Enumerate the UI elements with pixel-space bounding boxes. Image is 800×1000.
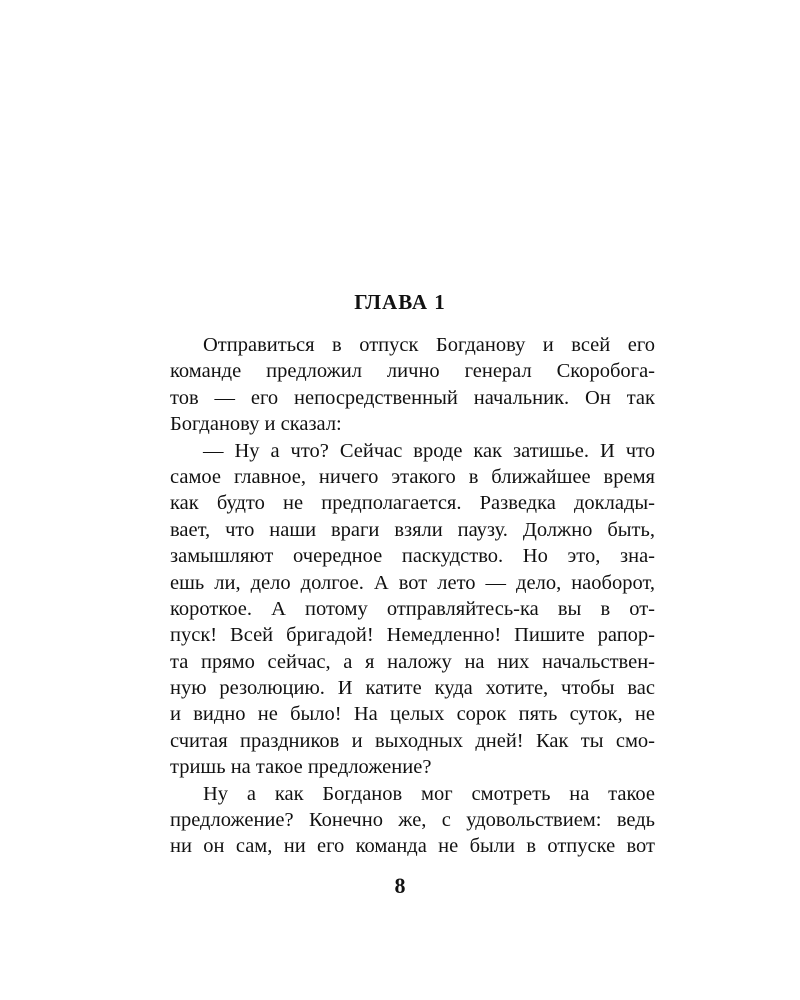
text-line: самое главное, ничего этакого в ближайшее время <box>170 465 655 488</box>
text-line: тов — его непосредственный начальник. Он так <box>170 386 655 409</box>
text-line: та прямо сейчас, а я наложу на них начальствен- <box>170 650 655 673</box>
text-line: тришь на такое предложение? <box>170 756 432 779</box>
text-line: ни он сам, ни его команда не были в отпуске вот <box>170 835 655 858</box>
text-line: Отправиться в отпуск Богданову и всей его <box>203 334 655 356</box>
text-line: ешь ли, дело долгое. А вот лето — дело, наоборот, <box>170 571 655 594</box>
text-line: — Ну а что? Сейчас вроде как затишье. И что <box>203 439 655 462</box>
text-line: вает, что наши враги взяли паузу. Должно быть, <box>170 518 655 541</box>
chapter-title: ГЛАВА 1 <box>354 290 446 314</box>
text-line: считая праздников и выходных дней! Как ты смо- <box>170 729 655 752</box>
text-line: как будто не предполагается. Разведка доклады- <box>170 492 655 515</box>
text-line: команде предложил лично генерал Скоробога- <box>170 360 655 383</box>
text-line: и видно не было! На целых сорок пять суток, не <box>170 703 655 726</box>
page-number: 8 <box>394 873 406 898</box>
text-line: предложение? Конечно же, с удовольствием: ведь <box>170 809 655 832</box>
text-line: ную резолюцию. И катите куда хотите, чтобы вас <box>170 677 655 700</box>
text-line: Богданову и сказал: <box>170 413 342 436</box>
text-line: Ну а как Богданов мог смотреть на такое <box>203 782 655 805</box>
text-line: короткое. А потому отправляйтесь-ка вы в от- <box>170 597 655 620</box>
body-text <box>170 332 655 860</box>
text-line: замышляют очередное паскудство. Но это, зна- <box>170 545 655 568</box>
text-line: пуск! Всей бригадой! Немедленно! Пишите рапор- <box>170 624 655 647</box>
